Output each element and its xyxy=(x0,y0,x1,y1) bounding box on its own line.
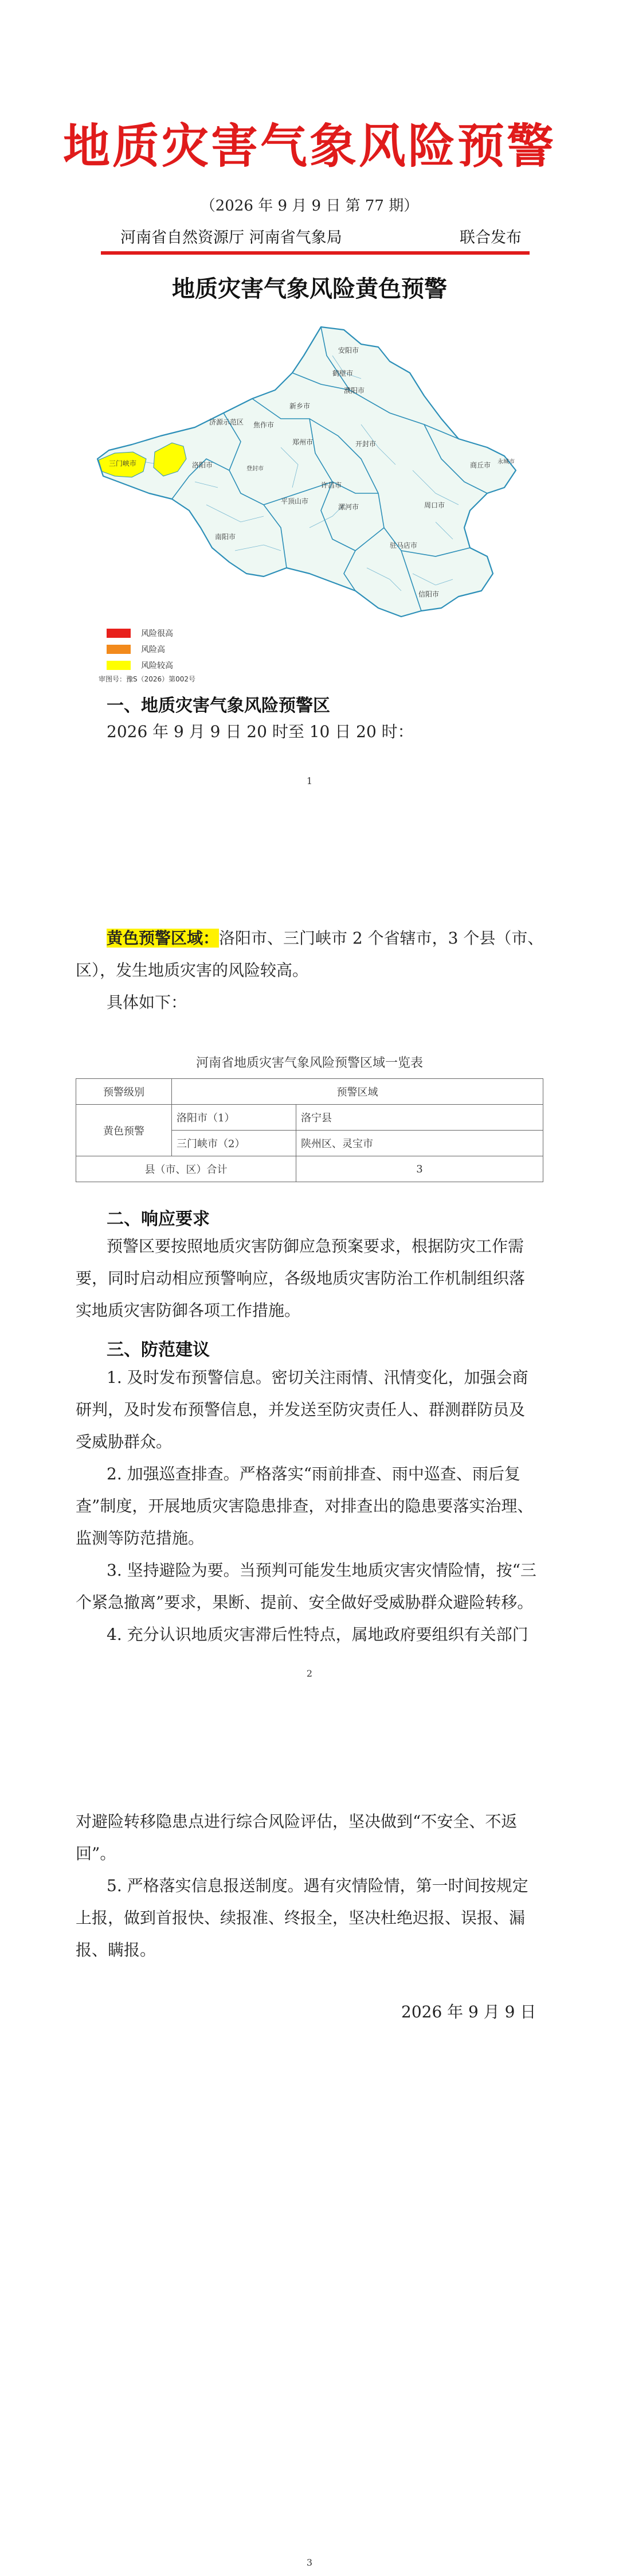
city-label: 许昌市 xyxy=(321,481,342,489)
map-legend xyxy=(107,625,173,673)
yellow-warning-label: 黄色预警区域： xyxy=(107,929,220,948)
section1-time: 2026 年 9 月 9 日 20 时至 10 日 20 时： xyxy=(107,722,414,741)
city-label: 三门峡市 xyxy=(109,459,137,467)
page-number: 3 xyxy=(306,2557,313,2568)
table-cell: 陕州区、灵宝市 xyxy=(296,1131,543,1156)
issue-date: 2026 年 9 月 9 日 xyxy=(401,2002,536,2021)
table-cell: 3 xyxy=(296,1156,543,1182)
paragraph-line: 实地质灾害防御各项工作措施。 xyxy=(76,1301,301,1320)
legend-swatch xyxy=(107,661,131,670)
table-header-cell: 预警区域 xyxy=(172,1079,543,1105)
document-subtitle: 地质灾害气象风险黄色预警 xyxy=(172,276,447,302)
paragraph-line: 4. 充分认识地质灾害滞后性特点，属地政府要组织有关部门 xyxy=(107,1625,528,1644)
legend-label: 风险较高 xyxy=(141,661,173,671)
paragraph-line: 查”制度，开展地质灾害隐患排查，对排查出的隐患要落实治理、 xyxy=(76,1497,534,1515)
city-label: 商丘市 xyxy=(470,461,491,469)
page-number: 1 xyxy=(306,775,313,786)
legend-entry xyxy=(107,625,173,641)
table-cell: 黄色预警 xyxy=(76,1105,172,1156)
city-label: 驻马店市 xyxy=(390,541,418,550)
table-cell: 洛阳市（1） xyxy=(172,1105,296,1131)
city-label: 登封市 xyxy=(246,466,264,472)
city-label: 焦作市 xyxy=(253,421,275,429)
city-label: 永城市 xyxy=(497,459,515,465)
table-cell: 洛宁县 xyxy=(296,1105,543,1131)
city-label: 安阳市 xyxy=(338,346,359,354)
issuers-line xyxy=(120,225,522,247)
legend-entry xyxy=(107,657,173,673)
table-cell: 县（市、区）合计 xyxy=(76,1156,296,1182)
table-row xyxy=(76,1105,543,1131)
warning-area-table xyxy=(76,1078,543,1182)
paragraph-line: 要，同时启动相应预警响应，各级地质灾害防治工作机制组织落 xyxy=(76,1269,526,1288)
city-label: 南阳市 xyxy=(215,533,236,541)
paragraph-line: 对避险转移隐患点进行综合风险评估，坚决做到“不安全、不返 xyxy=(76,1812,518,1831)
paragraph-line: 监测等防范措施。 xyxy=(76,1529,205,1548)
section3-heading: 三、防范建议 xyxy=(107,1340,210,1360)
page-number: 2 xyxy=(306,1668,313,1679)
city-label: 濮阳市 xyxy=(344,387,365,395)
paragraph-line: 5. 严格落实信息报送制度。遇有灾情险情，第一时间按规定 xyxy=(107,1876,528,1895)
section1-heading: 一、地质灾害气象风险预警区 xyxy=(107,696,330,716)
paragraph-line: 报、瞒报。 xyxy=(76,1940,156,1959)
city-label: 鹤壁市 xyxy=(332,369,354,377)
legend-swatch xyxy=(107,645,131,654)
paragraph-line: 研判，及时发布预警信息，并发送至防灾责任人、群测群防员及 xyxy=(76,1400,526,1419)
table-cell: 三门峡市（2） xyxy=(172,1131,296,1156)
city-label: 平顶山市 xyxy=(281,497,309,505)
legend-swatch xyxy=(107,629,131,638)
header-divider xyxy=(101,251,530,255)
paragraph-line: 预警区要按照地质灾害防御应急预案要求，根据防灾工作需 xyxy=(107,1237,524,1256)
section2-heading: 二、响应要求 xyxy=(107,1209,210,1229)
city-label: 周口市 xyxy=(424,501,445,509)
release-label: 联合发布 xyxy=(460,229,522,247)
henan-risk-map xyxy=(92,321,539,665)
paragraph-line: 个紧急撤离”要求，果断、提前、安全做好受威胁群众避险转移。 xyxy=(76,1593,534,1612)
yellow-warning-line2: 区），发生地质灾害的风险较高。 xyxy=(76,961,309,980)
city-label: 新乡市 xyxy=(289,402,311,410)
city-label: 开封市 xyxy=(355,440,377,448)
table-header-cell: 预警级别 xyxy=(76,1079,172,1105)
city-label: 郑州市 xyxy=(292,438,314,446)
paragraph-line: 受威胁群众。 xyxy=(76,1432,173,1451)
details-intro: 具体如下： xyxy=(107,993,187,1012)
legend-label: 风险高 xyxy=(141,645,165,654)
city-label: 漯河市 xyxy=(338,503,359,511)
main-title: 地质灾害气象风险预警 xyxy=(62,119,556,174)
issuers: 河南省自然资源厅 河南省气象局 xyxy=(120,229,342,247)
city-label: 洛阳市 xyxy=(192,461,213,469)
paragraph-line: 回”。 xyxy=(76,1844,116,1863)
yellow-warning-line1 xyxy=(107,922,543,954)
legend-entry xyxy=(107,641,173,657)
yellow-warning-text: 洛阳市、三门峡市 2 个省辖市，3 个县（市、 xyxy=(219,929,544,948)
table-caption: 河南省地质灾害气象风险预警区域一览表 xyxy=(195,1056,423,1070)
paragraph-line: 2. 加强巡查排查。严格落实“雨前排查、雨中巡查、雨后复 xyxy=(107,1464,520,1483)
legend-label: 风险很高 xyxy=(141,629,173,638)
table-row xyxy=(76,1079,543,1105)
city-label: 济源示范区 xyxy=(209,418,244,426)
city-label: 信阳市 xyxy=(418,590,440,598)
paragraph-line: 上报，做到首报快、续报准、终报全，坚决杜绝迟报、误报、漏 xyxy=(76,1908,526,1927)
paragraph-line: 1. 及时发布预警信息。密切关注雨情、汛情变化，加强会商 xyxy=(107,1368,528,1387)
issue-line: （2026 年 9 月 9 日 第 77 期） xyxy=(200,197,419,215)
table-row xyxy=(76,1156,543,1182)
map-approval-number: 审图号：豫S（2026）第002号 xyxy=(99,675,196,683)
paragraph-line: 3. 坚持避险为要。当预判可能发生地质灾害灾情险情，按“三 xyxy=(107,1561,536,1580)
